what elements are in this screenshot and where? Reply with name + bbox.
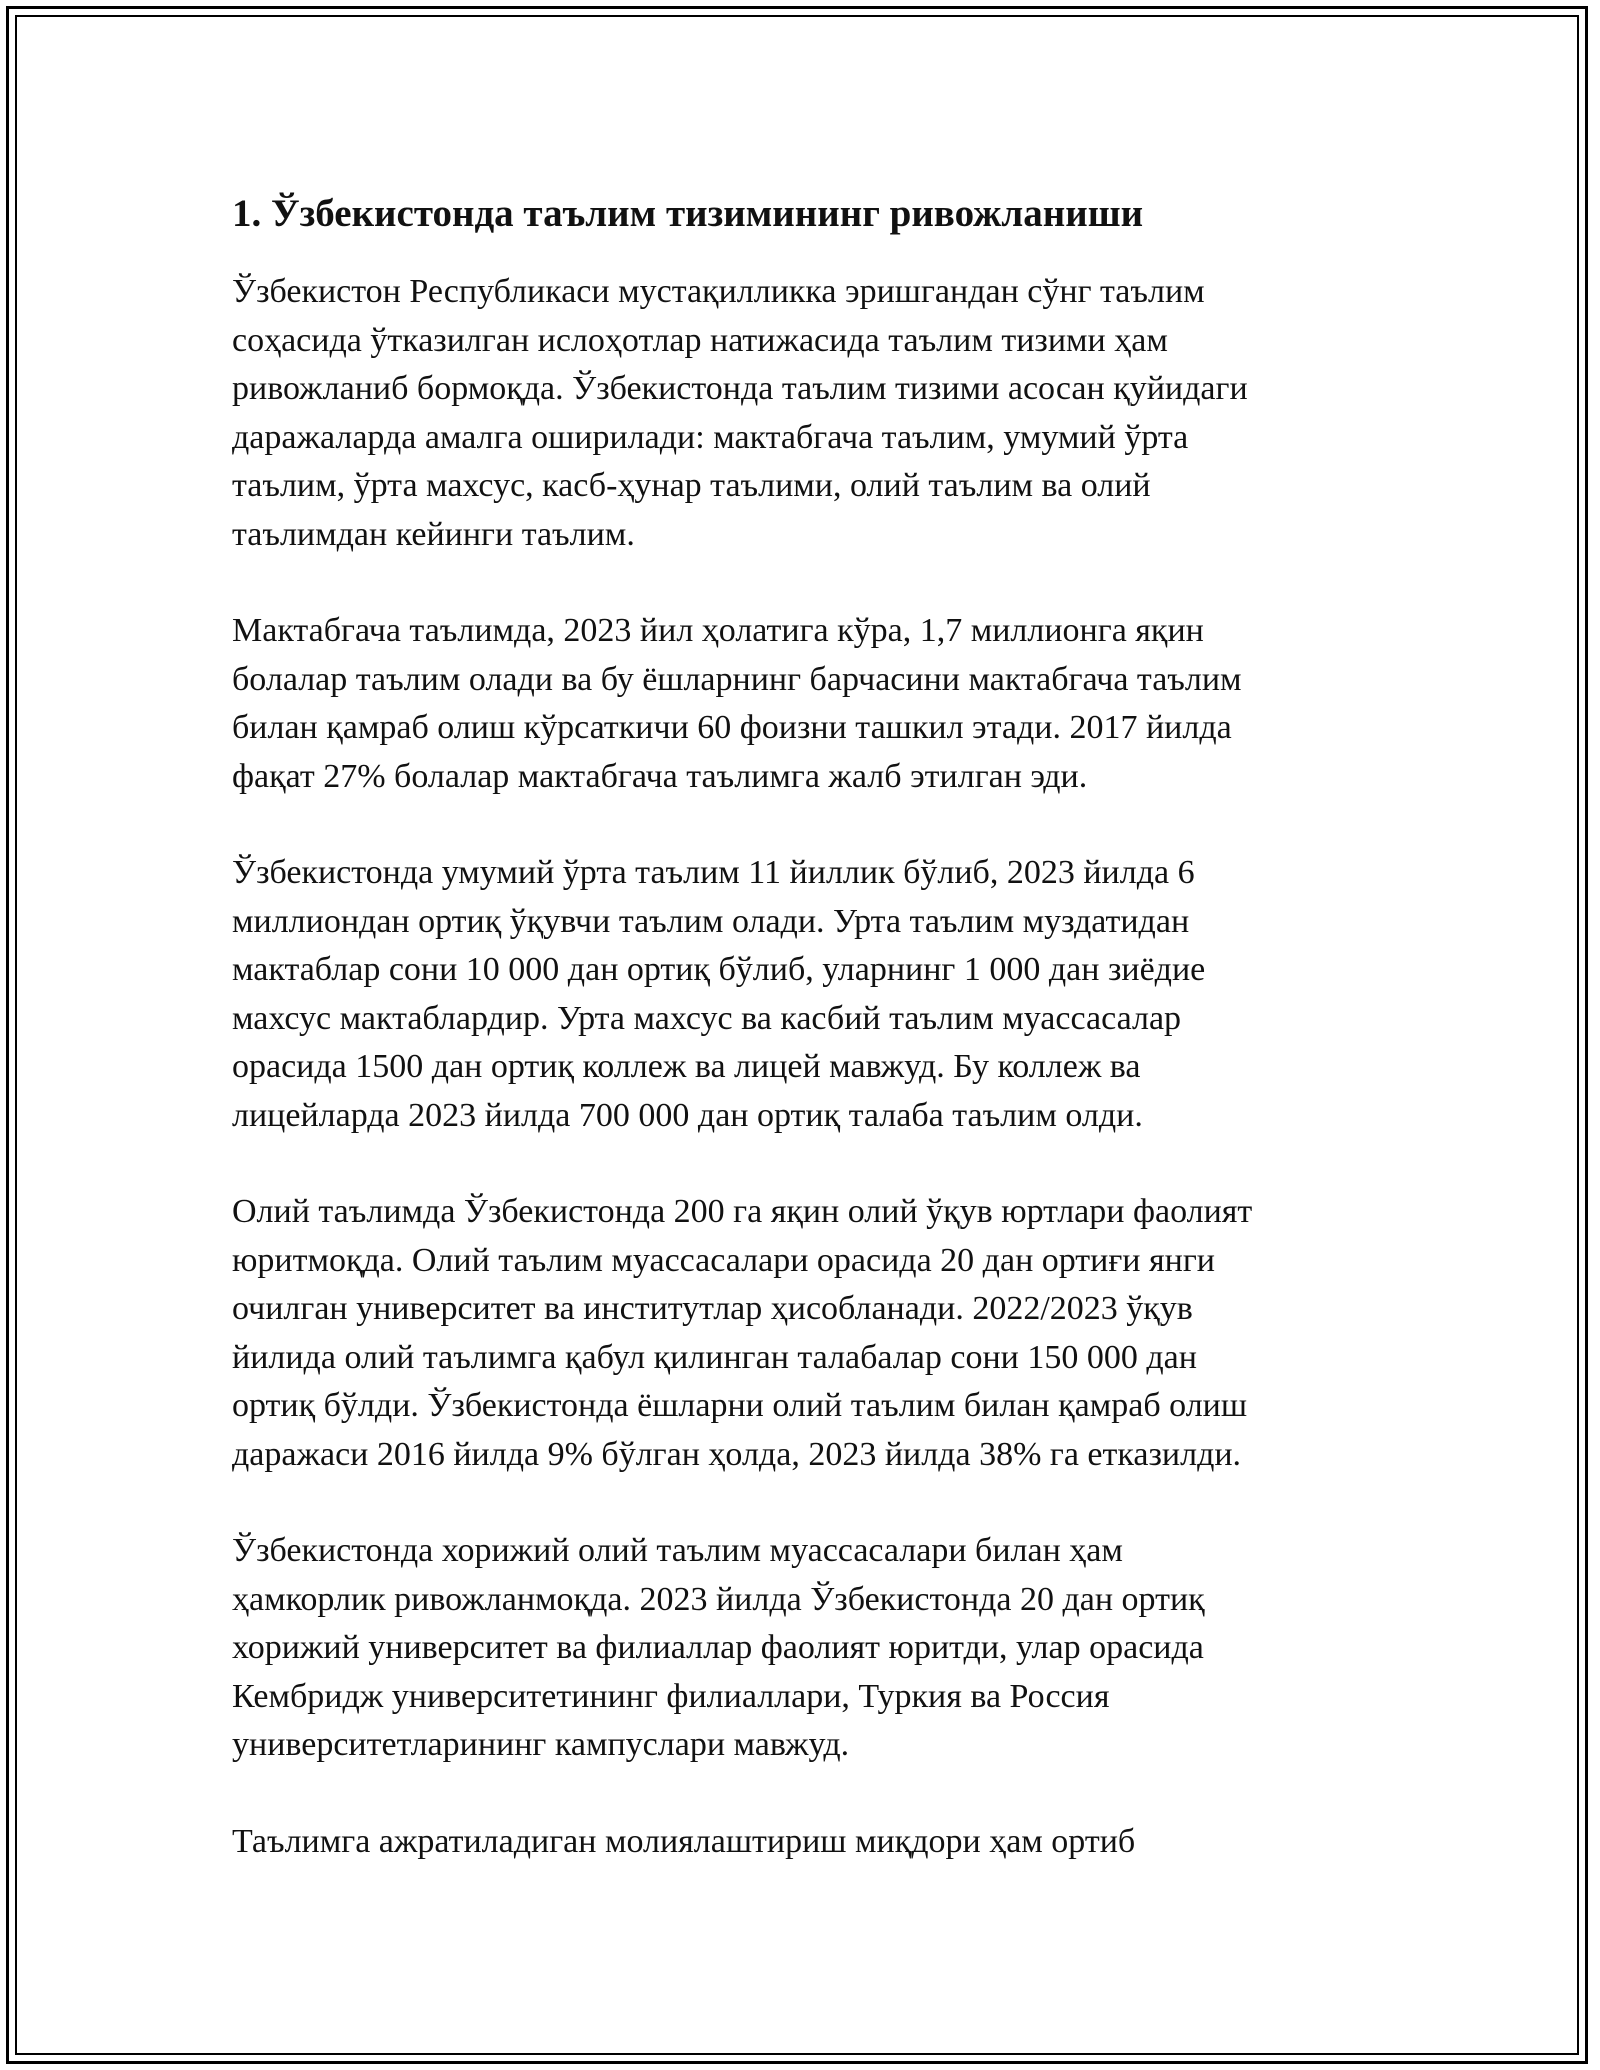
- paragraph-secondary: Ўзбекистонда умумий ўрта таълим 11 йиллик бўлиб, 2023 йилда 6 миллиондан ортиқ ўқувчи таълим олади. Урта таълим муздатидан мактаблар сони 10 000 дан ортиқ бўлиб, уларнинг 1 000 дан зиёдие махсус мактаблардир. Урта махсус ва касбий таълим муассасалар орасида 1500 дан ортиқ коллеж ва лицей мавжуд. Бу коллеж ва лицейларда 2023 йилда 700 000 дан ортиқ талаба таълим олди.: [232, 854, 1206, 1134]
- paragraph-funding: Таълимга ажратиладиган молиялаштириш миқдори ҳам ортиб: [232, 1822, 1136, 1860]
- paragraph-higher-education: Олий таълимда Ўзбекистонда 200 га яқин олий ўқув юртлари фаолият юритмоқда. Олий таълим муассасалари орасида 20 дан ортиғи янги очилган университет ва институтлар ҳисобланади. 2022/2023 ўқув йилида олий таълимга қабул қилинган талабалар сони 150 000 дан ортиқ бўлди. Ўзбекистонда ёшларни олий таълим билан қамраб олиш даражаси 2016 йилда 9% бўлган ҳолда, 2023 йилда 38% га етказилди.: [232, 1193, 1253, 1473]
- paragraph-foreign-cooperation: Ўзбекистонда хорижий олий таълим муассасалари билан ҳам ҳамкорлик ривожланмоқда. 2023 йилда Ўзбекистонда 20 дан ортиқ хорижий университет ва филиаллар фаолият юритди, улар орасида Кембридж университетининг филиаллари, Туркия ва Россия университетларининг кампуслари мавжуд.: [232, 1532, 1205, 1763]
- document-body: [232, 190, 1382, 1914]
- paragraph-intro: Ўзбекистон Республикаси мустақилликка эришгандан сўнг таълим соҳасида ўтказилган ислоҳотлар натижасида таълим тизими ҳам ривожланиб бормоқда. Ўзбекистонда таълим тизими асосан қуйидаги даражаларда амалга оширилади: мактабгача таълим, умумий ўрта таълим, ўрта махсус, касб-ҳунар таълими, олий таълим ва олий таълимдан кейинги таълим.: [232, 273, 1248, 553]
- section-heading: 1. Ўзбекистонда таълим тизимининг ривожланиши: [232, 192, 1144, 235]
- paragraph-preschool: Мактабгача таълимда, 2023 йил ҳолатига кўра, 1,7 миллионга яқин болалар таълим олади ва бу ёшларнинг барчасини мактабгача таълим билан қамраб олиш кўрсаткичи 60 фоизни ташкил этади. 2017 йилда фақат 27% болалар мактабгача таълимга жалб этилган эди.: [232, 612, 1242, 795]
